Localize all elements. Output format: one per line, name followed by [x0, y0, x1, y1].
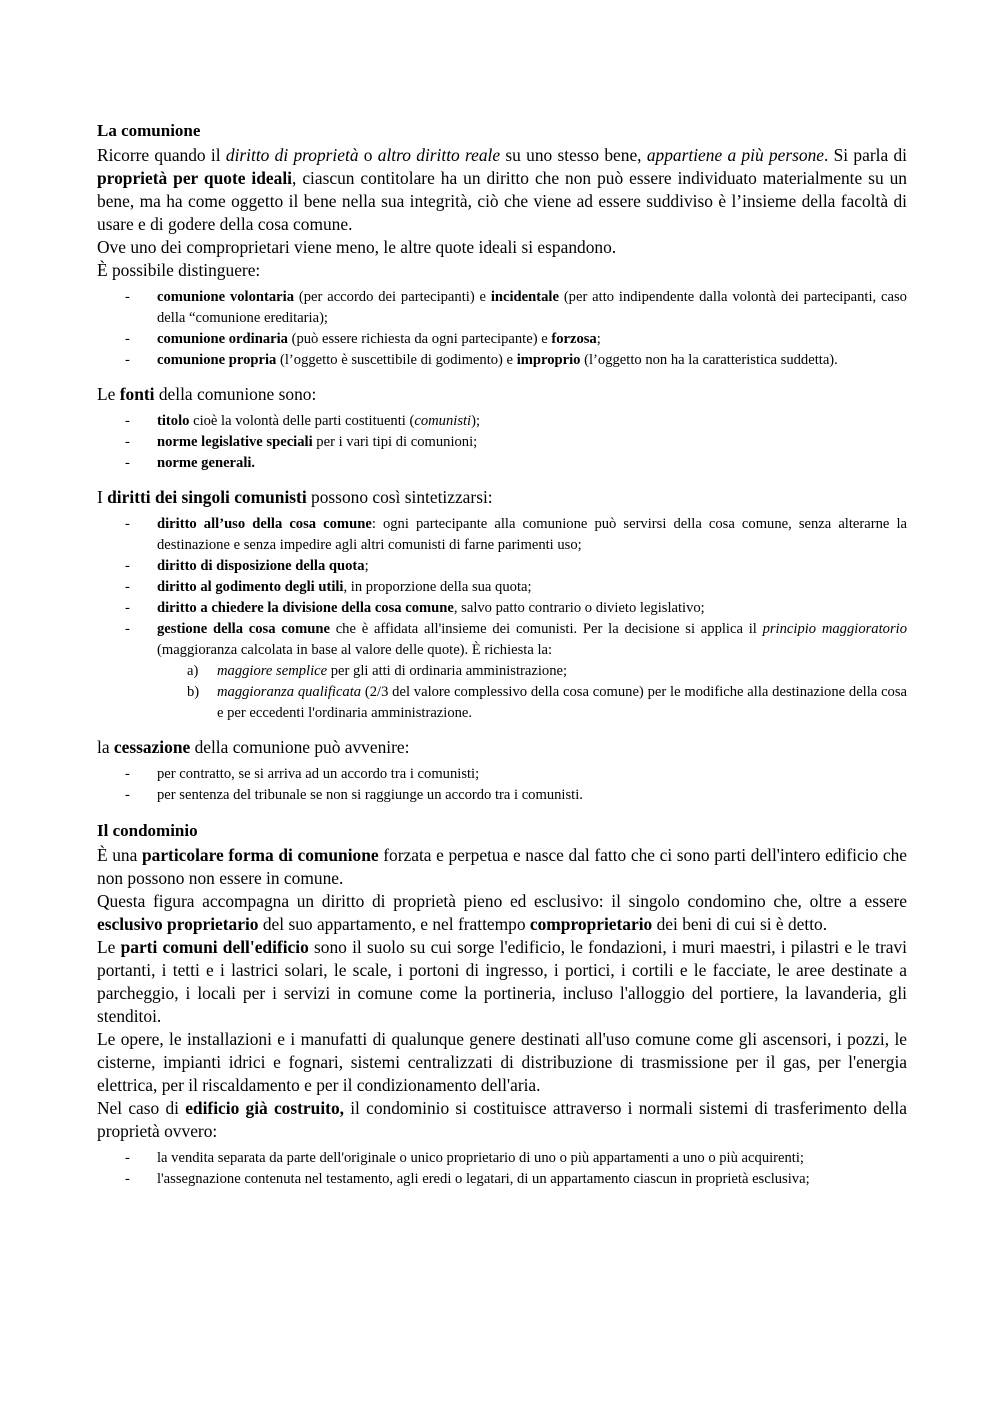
list-item — [97, 598, 907, 619]
bold-text: comproprietario — [529, 914, 653, 934]
dash-bullet: - — [125, 766, 130, 782]
text-run: l'assegnazione contenuta nel testamento, agli eredi o legatari, di un appartamento ciascun in proprietà esclusiva; — [157, 1171, 810, 1187]
italic-text: appartiene a più persone — [646, 145, 824, 165]
text-run: I — [97, 487, 108, 507]
list-item — [97, 764, 907, 785]
dash-bullet: - — [125, 413, 130, 429]
text-run: Ricorre quando il — [97, 145, 226, 165]
list-fonti — [97, 411, 907, 474]
dash-bullet: - — [125, 621, 130, 637]
list-item — [97, 1148, 907, 1169]
text-run: su uno stesso bene, — [500, 145, 647, 165]
bold-text: norme legislative speciali — [157, 434, 313, 450]
text-run: ; — [364, 558, 369, 574]
list-item — [97, 619, 907, 724]
alpha-marker: a) — [187, 663, 199, 679]
text-run: o — [358, 145, 378, 165]
list-item — [97, 556, 907, 577]
spacer — [97, 474, 907, 486]
text-run: forzata e perpetua e nasce dal fatto che ci sono parti dell'intero edificio che non possono non essere in comune. — [97, 845, 907, 888]
bold-text: diritto a chiedere la divisione della cosa comune — [157, 600, 454, 616]
list-item — [97, 411, 907, 432]
text-run: (2/3 del valore complessivo della cosa comune) per le modifiche alla destinazione della cosa e per eccedenti l'ordinaria amministrazione. — [217, 684, 907, 721]
list-item — [97, 785, 907, 806]
bold-text: gestione della cosa comune — [157, 621, 330, 637]
list-diritti — [97, 514, 907, 724]
bold-text: improprio — [516, 352, 581, 368]
section-title-condominio: Il condominio — [97, 821, 198, 840]
bold-text: diritto di disposizione della quota — [157, 558, 365, 574]
text-run: per i vari tipi di comunioni; — [312, 434, 478, 450]
sublist-maggioranze — [157, 661, 907, 724]
dash-bullet: - — [125, 558, 130, 574]
list-tipi-comunione — [97, 287, 907, 371]
dash-bullet: - — [125, 787, 130, 803]
dash-bullet: - — [125, 434, 130, 450]
text-run: per gli atti di ordinaria amministrazione; — [327, 663, 568, 679]
dash-bullet: - — [125, 352, 130, 368]
text-run: : ogni partecipante alla comunione può servirsi della cosa comune, senza alterarne la destinazione e senza impedire agli altri comunisti di farne parimenti uso; — [157, 516, 907, 553]
text-run: Le — [97, 384, 120, 404]
bold-text: incidentale — [490, 289, 559, 305]
bold-text: comunione volontaria — [157, 289, 295, 305]
italic-text: maggiore semplice — [217, 663, 328, 679]
text-run: Le — [97, 937, 121, 957]
bold-text: diritti dei singoli comunisti — [107, 487, 307, 507]
paragraph-distinguere: È possibile distinguere: — [97, 260, 261, 280]
bold-text: forzosa — [551, 331, 597, 347]
text-run: della comunione può avvenire: — [190, 737, 410, 757]
text-run: ; — [596, 331, 601, 347]
dash-bullet: - — [125, 516, 130, 532]
text-run: , ciascun contitolare ha un diritto che non può essere individuato materialmente su un bene, ma ha come oggetto il bene nella sua integrità, ciò che viene ad essere suddiviso è l’insieme della facoltà di usare e di godere della cosa comune. — [97, 168, 907, 234]
text-run: (l’oggetto non ha la caratteristica suddetta). — [580, 352, 838, 368]
sublist-item — [157, 682, 907, 724]
paragraph-condominio-definizione — [97, 844, 907, 890]
bold-text: comunione propria — [157, 352, 277, 368]
paragraph-diritti-intro — [97, 486, 907, 509]
bold-text: parti comuni dell'edificio — [120, 937, 309, 957]
bold-text: diritto al godimento degli utili — [157, 579, 344, 595]
sublist-item — [157, 661, 907, 682]
italic-text: comunisti — [414, 413, 472, 429]
spacer — [97, 371, 907, 383]
bold-text: norme generali. — [157, 455, 256, 471]
bold-text: esclusivo proprietario — [97, 914, 259, 934]
dash-bullet: - — [125, 1150, 130, 1166]
text-run: Nel caso di — [97, 1098, 186, 1118]
paragraph-edificio-costruito — [97, 1097, 907, 1143]
paragraph-condominio-figura — [97, 890, 907, 936]
paragraph-definizione — [97, 144, 907, 236]
dash-bullet: - — [125, 289, 130, 305]
text-run: . Si parla di — [824, 145, 907, 165]
text-run: (maggioranza calcolata in base al valore delle quote). È richiesta la: — [157, 642, 553, 658]
text-run: (l’oggetto è suscettibile di godimento) e — [276, 352, 517, 368]
dash-bullet: - — [125, 455, 130, 471]
list-item — [97, 1169, 907, 1190]
text-run: sono il suolo su cui sorge l'edificio, le fondazioni, i muri maestri, i pilastri e le travi portanti, i tetti e i lastrici solari, le scale, i portoni di ingresso, i portici, i cortili e le facciate, le aree destinate a parcheggio, i locali per i servizi in comune come la portineria, incluso l'alloggio del portiere, la lavanderia, gli stenditoi. — [97, 937, 907, 1026]
paragraph-parti-comuni — [97, 936, 907, 1028]
text-run: del suo appartamento, e nel frattempo — [258, 914, 530, 934]
text-run: (per accordo dei partecipanti) e — [294, 289, 491, 305]
dash-bullet: - — [125, 600, 130, 616]
text-run: Questa figura accompagna un diritto di proprietà pieno ed esclusivo: il singolo condomino che, oltre a essere — [97, 891, 907, 911]
italic-text: principio maggioratorio — [762, 621, 907, 637]
list-item — [97, 432, 907, 453]
list-item — [97, 514, 907, 556]
list-item — [97, 577, 907, 598]
list-item — [97, 329, 907, 350]
text-run: la vendita separata da parte dell'originale o unico proprietario di uno o più appartamenti a uno o più acquirenti; — [157, 1150, 804, 1166]
text-run: della comunione sono: — [154, 384, 317, 404]
text-run: È una — [97, 845, 142, 865]
section-title-comunione: La comunione — [97, 121, 201, 140]
list-item — [97, 287, 907, 329]
text-run: ); — [471, 413, 481, 429]
dash-bullet: - — [125, 579, 130, 595]
text-run: dei beni di cui si è detto. — [652, 914, 828, 934]
dash-bullet: - — [125, 331, 130, 347]
italic-text: altro diritto reale — [377, 145, 501, 165]
text-run: (per atto indipendente dalla volontà dei partecipanti, caso della “comunione ereditaria); — [157, 289, 907, 326]
document-page — [97, 118, 907, 1190]
paragraph-fonti-intro — [97, 383, 907, 406]
bold-text: cessazione — [113, 737, 191, 757]
paragraph-opere: Le opere, le installazioni e i manufatti di qualunque genere destinati all'uso comune come gli ascensori, i pozzi, le cisterne, impianti idrici e fognari, sistemi centralizzati di distribuzione di trasmissione per il gas, per l'energia elettrica, per il riscaldamento e per il condizionamento dell'aria. — [97, 1029, 907, 1095]
text-run: , salvo patto contrario o divieto legislativo; — [453, 600, 705, 616]
bold-text: diritto all’uso della cosa comune — [157, 516, 372, 532]
list-item — [97, 350, 907, 371]
bold-text: edificio già costruito, — [185, 1098, 344, 1118]
bold-text: comunione ordinaria — [157, 331, 288, 347]
list-trasferimento — [97, 1148, 907, 1190]
text-run: per sentenza del tribunale se non si raggiunge un accordo tra i comunisti. — [157, 787, 583, 803]
text-run: cioè la volontà delle parti costituenti ( — [189, 413, 415, 429]
text-run: il condominio si costituisce attraverso i normali sistemi di trasferimento della proprietà ovvero: — [97, 1098, 907, 1141]
list-item — [97, 453, 907, 474]
text-run: per contratto, se si arriva ad un accordo tra i comunisti; — [157, 766, 480, 782]
bold-text: particolare forma di comunione — [141, 845, 379, 865]
alpha-marker: b) — [187, 684, 200, 700]
bold-text: proprietà per quote ideali — [97, 168, 293, 188]
bold-text: fonti — [119, 384, 155, 404]
paragraph-cessazione-intro — [97, 736, 907, 759]
dash-bullet: - — [125, 1171, 130, 1187]
text-run: , in proporzione della sua quota; — [343, 579, 532, 595]
paragraph-quote: Ove uno dei comproprietari viene meno, le altre quote ideali si espandono. — [97, 237, 617, 257]
spacer — [97, 724, 907, 736]
text-run: la — [97, 737, 114, 757]
text-run: che è affidata all'insieme dei comunisti. Per la decisione si applica il — [329, 621, 763, 637]
italic-text: maggioranza qualificata — [217, 684, 362, 700]
bold-text: titolo — [157, 413, 190, 429]
italic-text: diritto di proprietà — [225, 145, 359, 165]
text-run: (può essere richiesta da ogni partecipante) e — [287, 331, 552, 347]
spacer — [97, 806, 907, 818]
list-cessazione — [97, 764, 907, 806]
text-run: possono così sintetizzarsi: — [306, 487, 493, 507]
